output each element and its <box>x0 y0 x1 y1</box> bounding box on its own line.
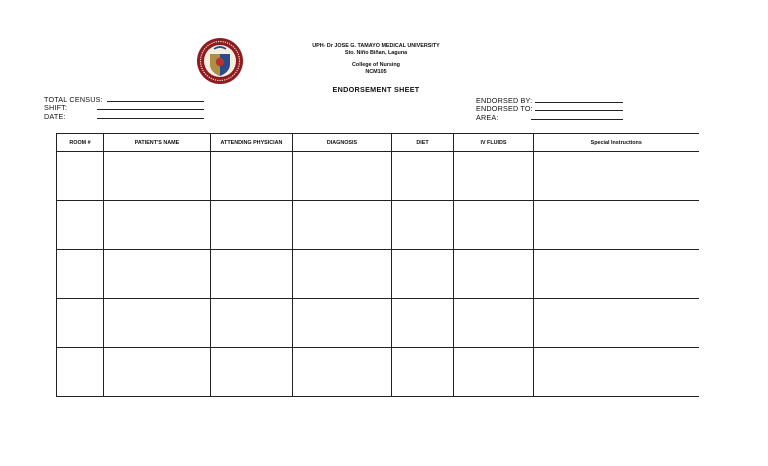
cell-diet[interactable] <box>392 152 454 201</box>
col-header-special-instructions: Special Instructions <box>534 134 699 152</box>
cell-attending-physician[interactable] <box>211 152 293 201</box>
cell-diet[interactable] <box>392 201 454 250</box>
cell-diagnosis[interactable] <box>293 152 392 201</box>
table-body <box>57 152 699 397</box>
cell-patient-name[interactable] <box>104 201 211 250</box>
cell-diagnosis[interactable] <box>293 299 392 348</box>
cell-special-instructions[interactable] <box>534 348 699 397</box>
university-seal-logo <box>196 37 244 85</box>
table-row <box>57 250 699 299</box>
cell-diet[interactable] <box>392 299 454 348</box>
endorsement-table <box>56 133 699 397</box>
col-header-diet: DIET <box>392 134 454 152</box>
date-label: DATE: <box>44 111 66 121</box>
col-header-attending-physician: ATTENDING PHYSICIAN <box>211 134 293 152</box>
cell-patient-name[interactable] <box>104 152 211 201</box>
cell-room[interactable] <box>57 299 104 348</box>
area-row <box>476 112 623 121</box>
shift-row <box>44 103 204 112</box>
cell-attending-physician[interactable] <box>211 250 293 299</box>
cell-patient-name[interactable] <box>104 250 211 299</box>
endorsement-fields <box>476 95 623 121</box>
area-field[interactable] <box>531 112 623 120</box>
endorsed-to-field[interactable] <box>535 104 623 112</box>
endorsed-by-row <box>476 95 623 104</box>
cell-patient-name[interactable] <box>104 299 211 348</box>
cell-room[interactable] <box>57 152 104 201</box>
college-name: College of Nursing <box>352 62 400 68</box>
cell-attending-physician[interactable] <box>211 348 293 397</box>
cell-diagnosis[interactable] <box>293 250 392 299</box>
total-census-field[interactable] <box>107 94 204 102</box>
endorsed-by-field[interactable] <box>535 95 623 103</box>
cell-attending-physician[interactable] <box>211 201 293 250</box>
sheet-title: ENDORSEMENT SHEET <box>332 85 420 94</box>
col-header-patient-name: PATIENT'S NAME <box>104 134 211 152</box>
cell-room[interactable] <box>57 250 104 299</box>
census-fields <box>44 94 204 120</box>
table-row <box>57 299 699 348</box>
cell-diagnosis[interactable] <box>293 348 392 397</box>
col-header-room: ROOM # <box>57 134 104 152</box>
cell-iv-fluids[interactable] <box>454 201 534 250</box>
endorsed-to-label: ENDORSED TO: <box>476 104 533 114</box>
cell-special-instructions[interactable] <box>534 299 699 348</box>
cell-diet[interactable] <box>392 250 454 299</box>
shift-label: SHIFT: <box>44 103 68 113</box>
cell-iv-fluids[interactable] <box>454 299 534 348</box>
course-code: NCM105 <box>365 69 387 75</box>
date-row <box>44 111 204 120</box>
cell-special-instructions[interactable] <box>534 201 699 250</box>
date-field[interactable] <box>97 111 204 119</box>
endorsed-to-row <box>476 104 623 113</box>
area-label: AREA: <box>476 112 499 122</box>
cell-iv-fluids[interactable] <box>454 348 534 397</box>
cell-iv-fluids[interactable] <box>454 250 534 299</box>
cell-attending-physician[interactable] <box>211 299 293 348</box>
total-census-row <box>44 94 204 103</box>
table-row <box>57 348 699 397</box>
endorsed-by-label: ENDORSED BY: <box>476 95 533 105</box>
cell-special-instructions[interactable] <box>534 250 699 299</box>
cell-iv-fluids[interactable] <box>454 152 534 201</box>
table-row <box>57 152 699 201</box>
col-header-iv-fluids: IV FLUIDS <box>454 134 534 152</box>
cell-room[interactable] <box>57 201 104 250</box>
table-header-row <box>57 134 699 152</box>
cell-special-instructions[interactable] <box>534 152 699 201</box>
cell-room[interactable] <box>57 348 104 397</box>
cell-diet[interactable] <box>392 348 454 397</box>
letterhead <box>290 43 462 76</box>
table-row <box>57 201 699 250</box>
shift-field[interactable] <box>97 103 204 111</box>
cell-patient-name[interactable] <box>104 348 211 397</box>
cell-diagnosis[interactable] <box>293 201 392 250</box>
col-header-diagnosis: DIAGNOSIS <box>293 134 392 152</box>
total-census-label: TOTAL CENSUS: <box>44 94 103 104</box>
university-name: UPH- Dr JOSE G. TAMAYO MEDICAL UNIVERSITY <box>312 43 440 49</box>
university-location: Sto. Niño Biñan, Laguna <box>344 50 408 56</box>
